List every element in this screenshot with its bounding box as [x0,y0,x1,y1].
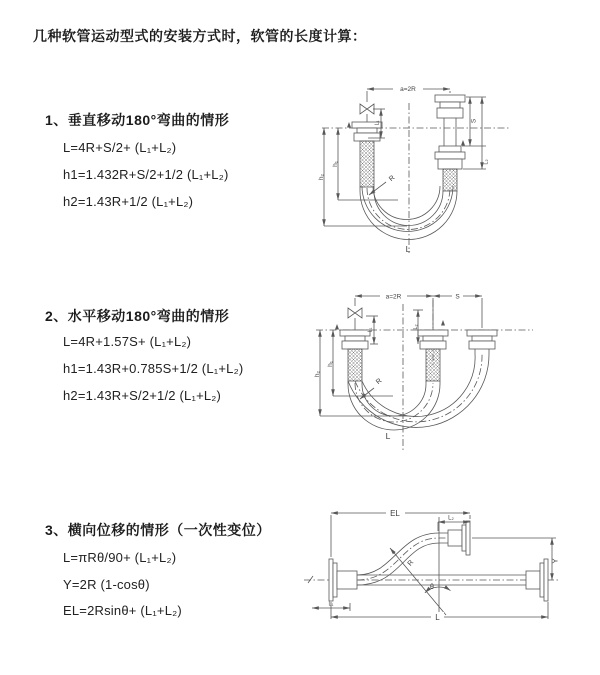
label-l: L [435,613,440,622]
section3-formula-Y: Y=2R (1-cosθ) [63,577,150,592]
section3-formula-L: L=πRθ/90+ (L₁+L₂) [63,550,177,565]
label-l: L [405,244,411,254]
diagram-2-horizontal-bend [308,286,600,468]
movement-arrow [461,140,465,146]
label-s: S [470,118,478,124]
section2-formula-h2: h2=1.43R+S/2+1/2 (L₁+L₂) [63,388,222,403]
section2-formula-h1: h1=1.43R+0.785S+1/2 (L₁+L₂) [63,361,244,376]
diagram-labels [318,86,490,254]
label-h2: h₂ [318,173,325,181]
centerline-tick [308,576,313,583]
label-theta: θ [430,584,434,591]
movement-arrow [347,122,351,128]
valve-icon [348,308,362,318]
left-flange [329,559,357,601]
label-a2r: a=2R [385,293,402,301]
label-l1: L₁ [374,120,381,126]
left-fitting [352,104,382,187]
dimension-lines [320,292,482,416]
section1-formula-h2: h2=1.43R+1/2 (L₁+L₂) [63,194,194,209]
section3-formula-EL: EL=2Rsinθ+ (L₁+L₂) [63,603,182,618]
label-y: Y [550,558,560,564]
label-el: EL [390,509,400,518]
page-title: 几种软管运动型式的安装方式时，软管的长度计算： [33,28,367,44]
label-h2: h₂ [314,370,321,378]
section1-heading: 1、垂直移动180°弯曲的情形 [45,112,230,128]
label-l1: L₁ [367,327,374,333]
label-l2: L₂ [448,515,454,522]
label-l1: L₁ [328,601,334,608]
label-s: S [455,293,460,301]
label-r: R [388,174,397,184]
diagram-1-vertical-bend [310,76,595,258]
braided-hose-section [360,141,374,187]
hose-s-curve [357,521,470,585]
diagram-3-lateral-displacement [298,505,600,640]
diagram-labels [329,509,560,622]
braided-hose-section [443,169,457,191]
label-r: R [375,377,384,387]
label-l: L [385,431,391,441]
label-r: R [406,559,416,568]
label-l2: L₂ [483,159,490,165]
section2-formula-L: L=4R+1.57S+ (L₁+L₂) [63,334,192,349]
braided-hose-section [348,349,362,381]
label-l2: L₂ [413,324,419,330]
movement-arrow [441,320,445,326]
valve-icon [360,104,374,114]
section3-heading: 3、横向位移的情形（一次性变位） [45,522,271,538]
section1-formula-L: L=4R+S/2+ (L₁+L₂) [63,140,177,155]
fittings [335,308,497,381]
label-h1: h₁ [332,161,339,167]
construction-lines [390,517,451,615]
braided-hose-section [426,349,440,381]
section1-formula-h1: h1=1.432R+S/2+1/2 (L₁+L₂) [63,167,229,182]
label-h1: h₁ [327,361,334,367]
label-a2r: a=2R [400,86,416,93]
movement-arrow [335,324,339,330]
section2-heading: 2、水平移动180°弯曲的情形 [45,308,230,324]
hose-u-bend [360,186,457,239]
dimension-lines [312,508,556,622]
